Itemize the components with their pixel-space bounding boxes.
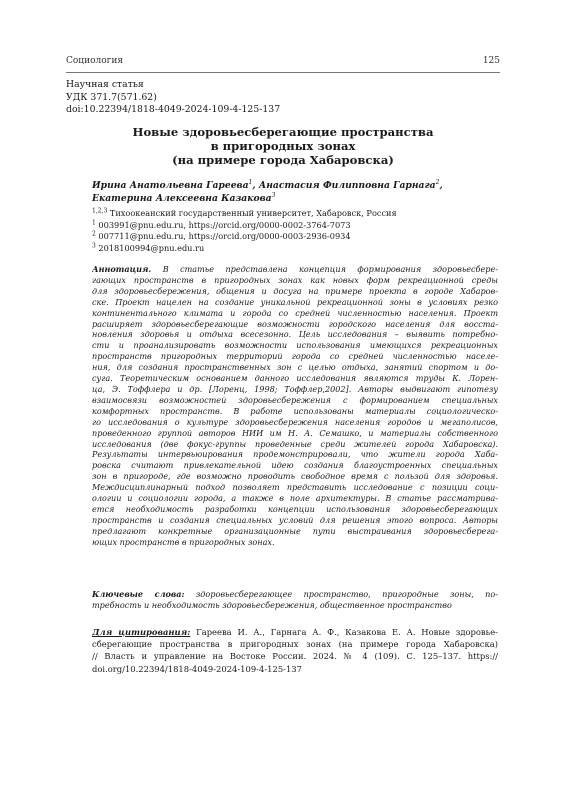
page-number: 125 [482,56,500,66]
title-line: (на примере города Хабаровска) [172,153,394,167]
affiliation-sup: 1,2,3 [92,207,108,215]
citation-line: doi.org/10.22394/1818-4049-2024-109-4-125-137 [92,663,302,674]
abstract-line: го исследования о культуре здоровьесбережения населения городов и мегаполисов, [92,416,498,427]
abstract-line: расширяет здоровьесберегающие возможности городского населения для восста- [92,318,498,329]
article-meta [66,79,506,117]
affiliation-sup: 2 [92,230,96,238]
abstract-line: сти и проанализировать возможности использования имеющихся рекреационных [92,340,498,351]
citation-line [92,626,498,638]
keywords-line: требность и необходимость здоровьесбережения, общественное пространство [92,600,452,610]
authors [92,180,502,205]
abstract-line: ется необходимость разработки концепции использования здоровьесберегающих [92,503,498,514]
citation-label: Для цитирования: [92,627,191,637]
abstract-label: Аннотация. [92,264,152,274]
keywords [92,589,498,611]
citation-text: Гареева И. А., Гарнага А. Ф., Казакова Е. А. Новые здоровье- [190,627,498,637]
affiliation-contact [92,231,502,243]
affiliation-contact [92,220,502,232]
abstract-line: Междисциплинарный подход позволяет представить исследование с позиции соци- [92,482,498,493]
doi: doi:10.22394/1818-4049-2024-109-4-125-137 [66,104,281,116]
affiliation-org [92,208,502,220]
title-line: в пригородных зонах [210,139,356,153]
authors-line [92,180,502,193]
keywords-text: здоровьесберегающее пространство, пригородные зоны, по- [184,589,498,599]
abstract-line: предлагают конкретные организационные пути выстраивания здоровьесберега- [92,525,498,536]
abstract-line: суга. Теоретическим основанием данного исследования являются труды К. Лорен- [92,373,498,384]
abstract-line: ца, Э. Тоффлера и др. [Лоренц, 1998; Тоффлер,2002]. Авторы выдвигают гипотезу [92,383,498,394]
abstract-line: зон в пригороде, где возможно проводить свободное время с пользой для здоровья. [92,471,498,482]
abstract-line: ния, для создания пространственных зон с целью отдыха, занятий спортом и до- [92,362,498,373]
affiliation-contact [92,243,502,255]
header-divider [66,72,500,73]
authors-line [92,193,502,206]
abstract-line: проведенного группой авторов НИИ им Н. А. Семашко, и материалы собственного [92,427,498,438]
author-name: Екатерина Алексеевна Казакова [92,192,272,204]
affiliation-text: 007711@pnu.edu.ru, https://orcid.org/0000-0003-2936-0934 [95,231,351,241]
abstract [92,264,498,548]
author-separator: , [439,180,443,191]
author-sup: 3 [271,191,276,199]
article-type: Научная статья [66,79,144,90]
citation-line: // Власть и управление на Востоке России. 2024. № 4 (109). С. 125–137. https:// [92,651,498,662]
abstract-line: исследования (две фокус-группы проведенные среди жителей города Хабаровска). [92,438,498,449]
abstract-line: гающих пространств в пригородных зонах как новых форм рекреационной среды [92,274,498,285]
author-sup: 1 [248,178,253,186]
abstract-line: континентального климата и города со средней численностью населения. Проект [92,307,498,318]
abstract-line: Результаты интервьюирования продемонстрировали, что жители города Хаба- [92,449,498,460]
abstract-line: ющих пространств в пригородных зонах. [92,536,275,547]
abstract-line: пространств пригородных территорий города со средней численностью населе- [92,351,498,362]
affiliation-sup: 3 [92,241,96,249]
abstract-line: ологии и социологии города, а также в поле архитектуры. В статье рассматрива- [92,493,498,504]
udk-code: УДК 371.7(571.62) [66,91,157,103]
affiliations [92,208,502,254]
affiliation-sup: 1 [92,218,96,226]
keywords-line [92,589,498,600]
author-sup: 2 [435,178,440,186]
author-name: Ирина Анатольевна Гареева [92,180,249,191]
abstract-line: ске. Проект нацелен на создание уникальной рекреационной зоны в условиях резко [92,296,498,307]
citation-line: сберегающие пространства в пригородных зонах (на примере города Хабаровска) [92,639,498,650]
abstract-line: взаимосвязи возможностей здоровьесбережения с формированием специальных [92,394,498,405]
abstract-line: ровска считают привлекательной идею создания благоустроенных специальных [92,460,498,471]
abstract-line: новления здоровья и отдыха всесезонно. Цель исследования – выявить потребно- [92,329,498,340]
abstract-line: для здоровьесбережения, общения и досуга на примере проекта в городе Хабаров- [92,285,498,296]
affiliation-text: Тихоокеанский государственный университет, Хабаровск, Россия [107,208,397,218]
affiliation-text: 2018100994@pnu.edu.ru [95,242,205,253]
abstract-line [92,264,498,275]
affiliation-text: 003991@pnu.edu.ru, https://orcid.org/0000-0002-3764-7073 [95,219,351,230]
section-name: Социология [66,56,124,66]
citation [92,626,498,675]
author-name: , Анастасия Филипповна Гарнага [252,180,436,191]
title-line: Новые здоровьесберегающие пространства [132,125,434,139]
article-title [66,125,500,167]
keywords-label: Ключевые слова: [92,589,185,599]
abstract-text: В статье представлена концепция формирования здоровьесбере- [151,264,498,274]
abstract-line: пространств и создания специальных условий для решения этого вопроса. Авторы [92,514,498,525]
abstract-line: комфортных пространств. В работе использованы материалы социологическо- [92,405,498,416]
